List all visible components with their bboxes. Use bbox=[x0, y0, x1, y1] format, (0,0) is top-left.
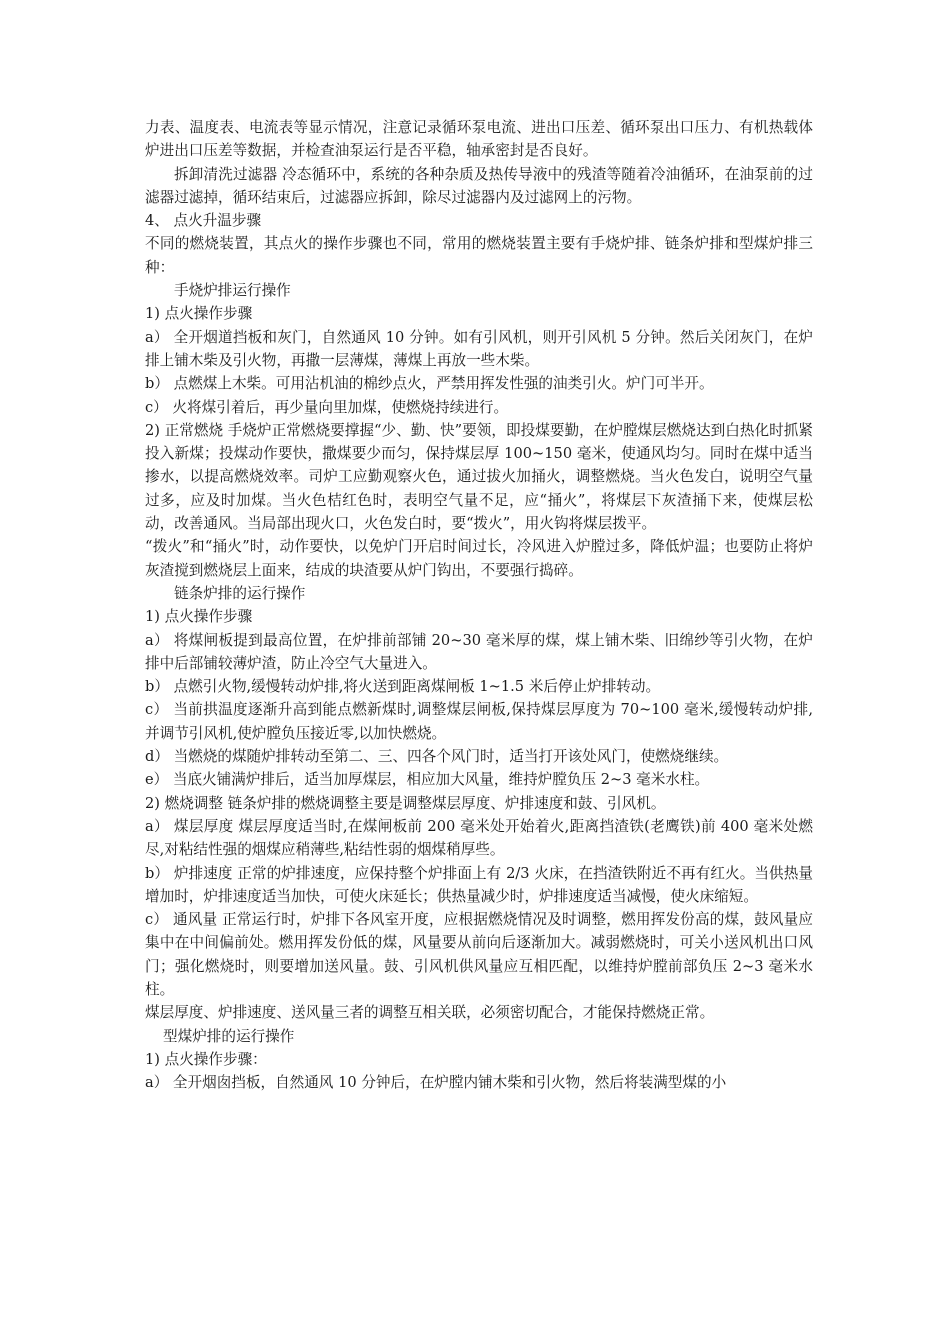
paragraph: 拆卸清洗过滤器 冷态循环中，系统的各种杂质及热传导液中的残渣等随着冷油循环，在油泵前的过滤器过滤掉，循环结束后，过滤器应拆卸，除尽过滤器内及过滤网上的污物。 bbox=[145, 165, 813, 206]
list-item: c） 通风量 正常运行时，炉排下各风室开度，应根据燃烧情况及时调整，燃用挥发份高的煤，鼓风量应集中在中间偏前处。燃用挥发份低的煤，风量要从前向后逐渐加大。减弱燃烧时，可关小送风机出口风门；强化燃烧时，则要增加送风量。鼓、引风机供风量应互相匹配，以维持炉膛前部负压 2~3 毫米水柱。 bbox=[145, 911, 813, 998]
paragraph: 不同的燃烧装置，其点火的操作步骤也不同，常用的燃烧装置主要有手烧炉排、链条炉排和型煤炉排三种： bbox=[145, 235, 813, 276]
list-item: a） 全开烟囱挡板，自然通风 10 分钟后，在炉膛内铺木柴和引火物，然后将装满型煤的小 bbox=[145, 1074, 727, 1092]
list-item: a） 煤层厚度 煤层厚度适当时,在煤闸板前 200 毫米处开始着火,距离挡渣铁(老鹰铁)前 400 毫米处燃尽,对粘结性强的烟煤应稍薄些,粘结性弱的烟煤稍厚些。 bbox=[145, 817, 813, 859]
document-page bbox=[145, 116, 813, 1094]
list-item: c） 火将煤引着后，再少量向里加煤，使燃烧持续进行。 bbox=[145, 398, 509, 416]
subsection-heading: 型煤炉排的运行操作 bbox=[163, 1027, 295, 1045]
paragraph: 力表、温度表、电流表等显示情况，注意记录循环泵电流、进出口压差、循环泵出口压力、有机热载体炉进出口压差等数据，并检查油泵运行是否平稳，轴承密封是否良好。 bbox=[145, 119, 813, 160]
list-item: b） 炉排速度 正常的炉排速度，应保持整个炉排面上有 2/3 火床，在挡渣铁附近不再有红火。当供热量增加时，炉排速度适当加快，可使火床延长；供热量减少时，炉排速度适当减慢，使火床缩短。 bbox=[145, 864, 813, 905]
list-item: b） 点燃煤上木柴。可用沾机油的棉纱点火，严禁用挥发性强的油类引火。炉门可半开。 bbox=[145, 375, 714, 393]
list-item: b） 点燃引火物,缓慢转动炉排,将火送到距离煤闸板 1~1.5 米后停止炉排转动。 bbox=[145, 678, 661, 696]
list-item: c） 当前拱温度逐渐升高到能点燃新煤时,调整煤层闸板,保持煤层厚度为 70~100 毫米,缓慢转动炉排,并调节引风机,使炉膛负压接近零,以加快燃烧。 bbox=[145, 701, 813, 742]
paragraph: 煤层厚度、炉排速度、送风量三者的调整互相关联，必须密切配合，才能保持燃烧正常。 bbox=[145, 1004, 715, 1022]
step-heading: 1) 点火操作步骤 bbox=[145, 608, 253, 626]
list-item: e） 当底火铺满炉排后，适当加厚煤层，相应加大风量，维持炉膛负压 2~3 毫米水柱。 bbox=[145, 771, 710, 789]
paragraph: 2) 正常燃烧 手烧炉正常燃烧要撑握“少、勤、快”要领，即投煤要勤，在炉膛煤层燃烧达到白热化时抓紧投入新煤；投煤动作要快，撒煤要少而匀，保持煤层厚 100~150 毫米，使通风均匀。同时在煤中适当掺水，以提高燃烧效率。司炉工应勤观察火色，通过拔火加捅火，调整燃烧。当火色发白，说明空气量过多，应及时加煤。当火色桔红色时，表明空气量不足，应“捅火”，将煤层下灰渣捅下来，使煤层松动，改善通风。当局部出现火口，火色发白时，要“拨火”，用火钩将煤层拨平。 bbox=[145, 421, 813, 533]
list-item: a） 全开烟道挡板和灰门，自然通风 10 分钟。如有引风机，则开引风机 5 分钟。然后关闭灰门，在炉排上铺木柴及引火物，再撒一层薄煤，薄煤上再放一些木柴。 bbox=[145, 328, 813, 369]
subsection-heading: 手烧炉排运行操作 bbox=[174, 282, 291, 300]
paragraph: “拨火”和“捅火”时，动作要快，以免炉门开启时间过长，冷风进入炉膛过多，降低炉温；也要防止将炉灰渣搅到燃烧层上面来，结成的块渣要从炉门钩出，不要强行捣碎。 bbox=[145, 538, 813, 579]
subsection-heading: 链条炉排的运行操作 bbox=[174, 584, 306, 602]
section-heading: 4、 点火升温步骤 bbox=[145, 212, 262, 230]
step-heading: 1) 点火操作步骤 bbox=[145, 305, 253, 323]
step-heading: 1) 点火操作步骤： bbox=[145, 1050, 267, 1068]
list-item: d） 当燃烧的煤随炉排转动至第二、三、四各个风门时，适当打开该处风门，使燃烧继续。 bbox=[145, 748, 729, 766]
step-heading: 2) 燃烧调整 链条炉排的燃烧调整主要是调整煤层厚度、炉排速度和鼓、引风机。 bbox=[145, 794, 666, 812]
list-item: a） 将煤闸板提到最高位置，在炉排前部铺 20~30 毫米厚的煤，煤上铺木柴、旧绵纱等引火物，在炉排中后部铺较薄炉渣，防止冷空气大量进入。 bbox=[145, 631, 813, 672]
